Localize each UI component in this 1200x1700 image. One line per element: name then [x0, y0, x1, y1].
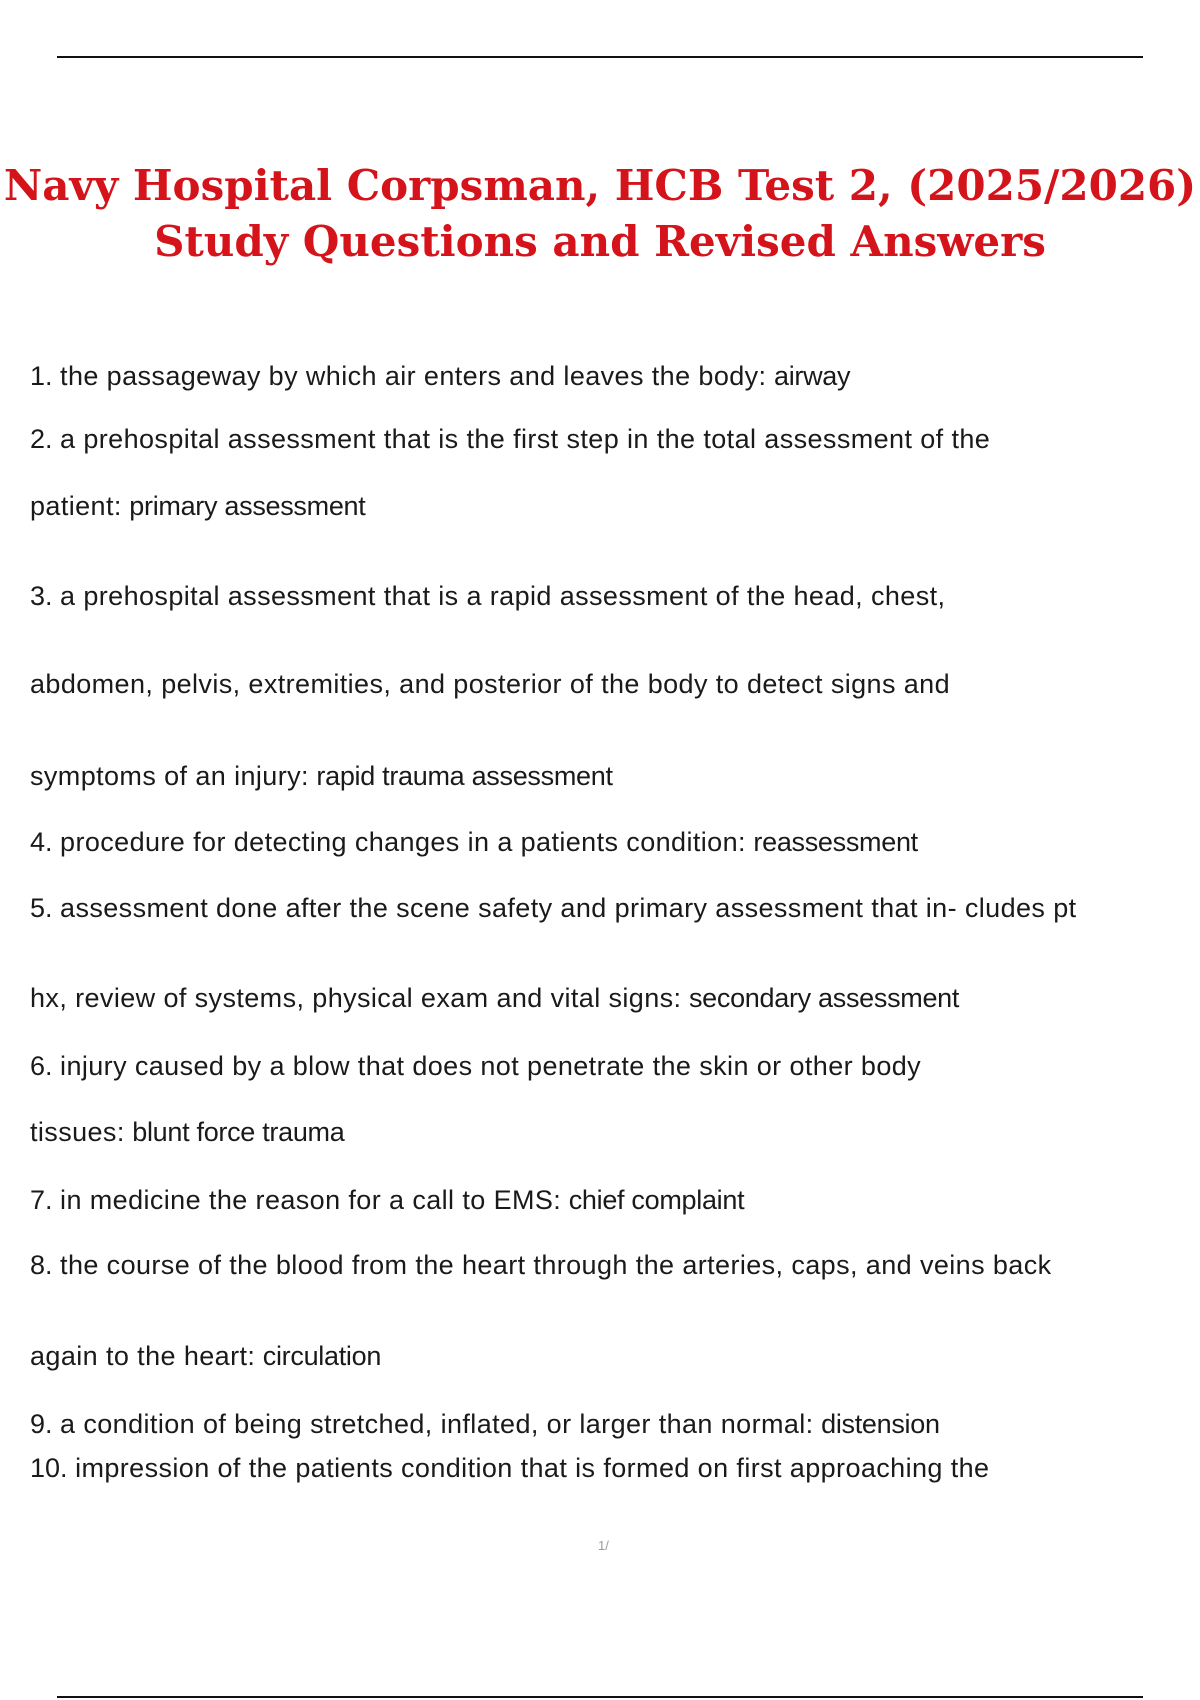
question-text: procedure for detecting changes in a patients condition:: [60, 827, 746, 857]
answer-text: primary assessment: [129, 491, 366, 521]
question-number: 7.: [30, 1185, 53, 1215]
question-line: [30, 1050, 921, 1082]
question-line: [30, 1452, 989, 1484]
question-number: 3.: [30, 581, 53, 611]
document-title: [0, 158, 1200, 270]
question-number: 1.: [30, 361, 53, 391]
top-rule: [57, 56, 1143, 58]
question-line: [30, 490, 365, 522]
question-line: [30, 1184, 744, 1216]
question-text: the passageway by which air enters and leaves the body:: [60, 361, 767, 391]
question-number: 8.: [30, 1250, 53, 1280]
title-line-2: Study Questions and Revised Answers: [154, 217, 1046, 266]
answer-text: circulation: [262, 1341, 382, 1371]
question-line: [30, 982, 959, 1014]
question-text: tissues:: [30, 1117, 125, 1147]
question-line: [30, 580, 945, 612]
question-line: [30, 826, 918, 858]
question-line: [30, 360, 850, 392]
question-number: 6.: [30, 1051, 53, 1081]
question-line: [30, 423, 990, 455]
question-text: impression of the patients condition that is formed on first approaching the: [75, 1453, 990, 1483]
page-number: 1/: [598, 1538, 609, 1553]
question-text: the course of the blood from the heart through the arteries, caps, and veins back: [60, 1250, 1052, 1280]
question-number: 10.: [30, 1453, 68, 1483]
question-text: a prehospital assessment that is a rapid assessment of the head, chest,: [60, 581, 946, 611]
question-line: [30, 668, 950, 700]
question-text: assessment done after the scene safety and primary assessment that in- cludes pt: [60, 893, 1077, 923]
answer-text: blunt force trauma: [132, 1117, 345, 1147]
answer-text: reassessment: [753, 827, 918, 857]
question-text: in medicine the reason for a call to EMS:: [60, 1185, 562, 1215]
title-line-1: Navy Hospital Corpsman, HCB Test 2, (2025/2026): [3, 161, 1197, 210]
question-text: a prehospital assessment that is the first step in the total assessment of the: [60, 424, 991, 454]
answer-text: rapid trauma assessment: [316, 761, 613, 791]
question-text: hx, review of systems, physical exam and vital signs:: [30, 983, 682, 1013]
question-text: patient:: [30, 491, 122, 521]
question-line: [30, 1408, 940, 1440]
question-line: [30, 1340, 381, 1372]
question-text: a condition of being stretched, inflated, or larger than normal:: [60, 1409, 814, 1439]
question-number: 5.: [30, 893, 53, 923]
answer-text: secondary assessment: [688, 983, 960, 1013]
question-line: [30, 1116, 344, 1148]
question-line: [30, 892, 1077, 924]
question-line: [30, 760, 613, 792]
answer-text: chief complaint: [568, 1185, 745, 1215]
question-text: abdomen, pelvis, extremities, and posterior of the body to detect signs and: [30, 669, 951, 699]
answer-text: distension: [821, 1409, 940, 1439]
question-number: 9.: [30, 1409, 53, 1439]
question-line: [30, 1249, 1052, 1281]
question-text: again to the heart:: [30, 1341, 256, 1371]
bottom-rule: [57, 1696, 1143, 1698]
question-text: injury caused by a blow that does not penetrate the skin or other body: [60, 1051, 922, 1081]
question-number: 2.: [30, 424, 53, 454]
question-number: 4.: [30, 827, 53, 857]
answer-text: airway: [773, 361, 851, 391]
question-text: symptoms of an injury:: [30, 761, 309, 791]
